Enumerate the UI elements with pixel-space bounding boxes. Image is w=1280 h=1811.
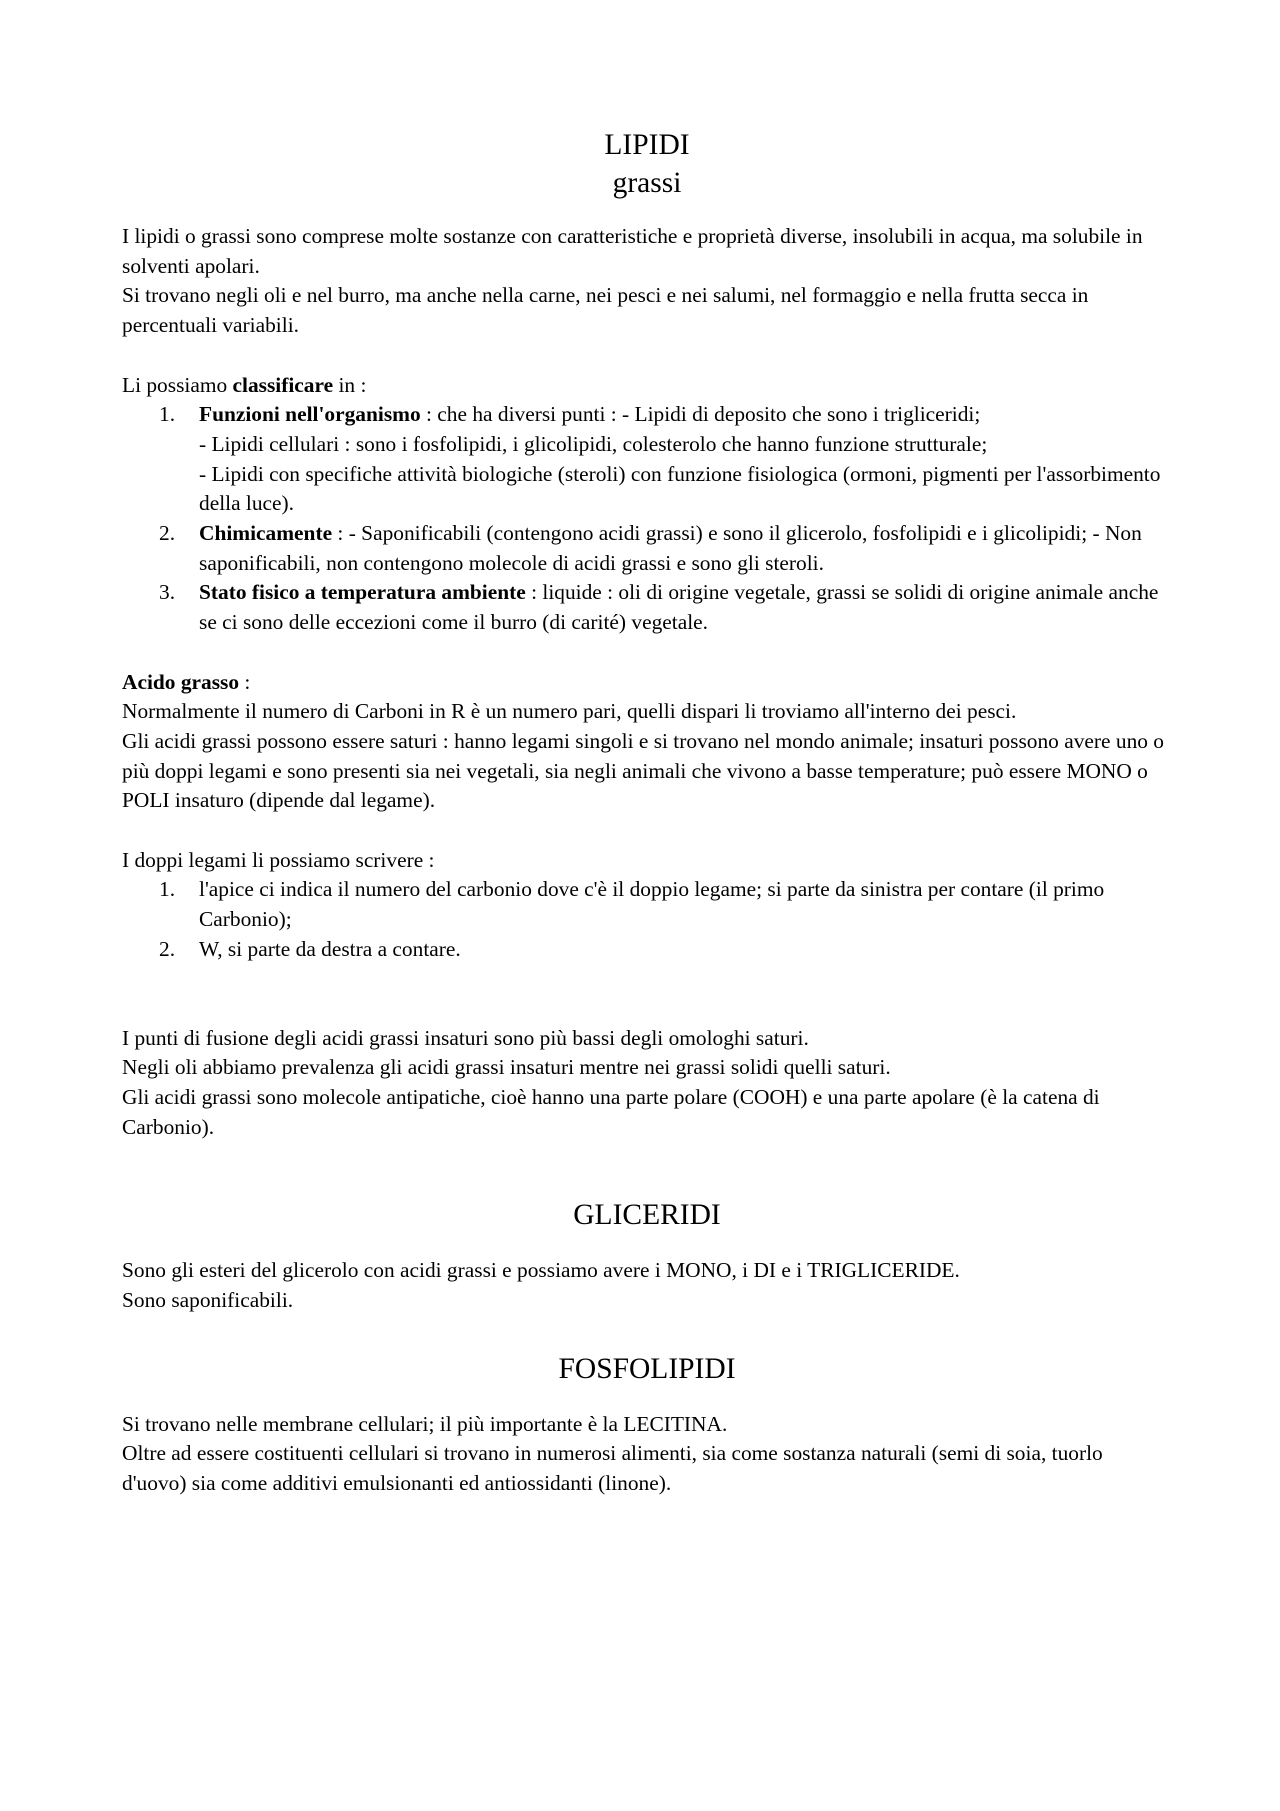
list-item-bold: Stato fisico a temperatura ambiente xyxy=(199,580,526,605)
list-item xyxy=(159,935,1172,965)
list-item xyxy=(159,519,1172,578)
list-item-text: W, si parte da destra a contare. xyxy=(199,936,461,961)
intro-paragraph-1: I lipidi o grassi sono comprese molte sostanze con caratteristiche e proprietà diverse, insolubili in acqua, ma solubile in solventi apolari. xyxy=(122,224,1143,278)
acido-paragraph-1: Normalmente il numero di Carboni in R è un numero pari, quelli dispari li troviamo all'interno dei pesci. xyxy=(122,699,1017,724)
list-item-text: : che ha diversi punti : - Lipidi di deposito che sono i trigliceridi; xyxy=(420,402,981,427)
gliceridi-paragraph-1: Sono gli esteri del glicerolo con acidi grassi e possiamo avere i MONO, i DI e i TRIGLICERIDE. xyxy=(122,1258,960,1283)
list-item-subline: - Lipidi cellulari : sono i fosfolipidi, i glicolipidi, colesterolo che hanno funzione strutturale; xyxy=(199,431,988,456)
fusione-paragraph-2: Negli oli abbiamo prevalenza gli acidi grassi insaturi mentre nei grassi solidi quelli saturi. xyxy=(122,1055,891,1080)
list-item-number: 1. xyxy=(159,402,176,427)
list-item-text: l'apice ci indica il numero del carbonio dove c'è il doppio legame; si parte da sinistra per contare (il primo Carbonio); xyxy=(199,877,1105,932)
list-item-number: 2. xyxy=(159,521,176,546)
classify-lead-bold: classificare xyxy=(232,372,334,397)
page-subtitle: grassi xyxy=(612,167,682,199)
section-title-fosfolipidi: FOSFOLIPIDI xyxy=(558,1352,736,1385)
fosfolipidi-paragraph-1: Si trovano nelle membrane cellulari; il più importante è la LECITINA. xyxy=(122,1411,728,1436)
list-item-bold: Funzioni nell'organismo xyxy=(199,402,421,427)
list-item xyxy=(159,875,1172,934)
list-item-number: 2. xyxy=(159,936,176,961)
document-body xyxy=(122,126,1172,1499)
list-item-subline: - Lipidi con specifiche attività biologiche (steroli) con funzione fisiologica (ormoni, pigmenti per l'assorbimento della luce). xyxy=(199,461,1161,516)
list-item-number: 3. xyxy=(159,580,176,605)
list-item-number: 1. xyxy=(159,877,176,902)
fusione-paragraph-3: Gli acidi grassi sono molecole antipatiche, cioè hanno una parte polare (COOH) e una parte apolare (è la catena di Carbonio). xyxy=(122,1084,1100,1139)
page-title: LIPIDI xyxy=(604,129,690,161)
acido-paragraph-2: Gli acidi grassi possono essere saturi : hanno legami singoli e si trovano nel mondo animale; insaturi possono avere uno o più doppi legami e sono presenti sia nei vegetali, sia negli animali che vivono a basse temperature; può essere MONO o POLI insaturo (dipende dal legame). xyxy=(122,728,1164,813)
doppi-list xyxy=(122,875,1172,964)
list-item xyxy=(159,578,1172,637)
section-title-gliceridi: GLICERIDI xyxy=(573,1199,721,1232)
doppi-lead: I doppi legami li possiamo scrivere : xyxy=(122,847,435,872)
acido-heading-bold: Acido grasso xyxy=(122,669,240,694)
intro-paragraph-2: Si trovano negli oli e nel burro, ma anche nella carne, nei pesci e nei salumi, nel formaggio e nella frutta secca in percentuali variabili. xyxy=(122,283,1089,338)
classify-list xyxy=(122,400,1172,638)
gliceridi-paragraph-2: Sono saponificabili. xyxy=(122,1288,294,1313)
list-item xyxy=(159,400,1172,519)
fusione-paragraph-1: I punti di fusione degli acidi grassi insaturi sono più bassi degli omologhi saturi. xyxy=(122,1025,809,1050)
list-item-bold: Chimicamente xyxy=(199,521,333,546)
acido-heading-suffix: : xyxy=(239,669,251,694)
list-item-text: : liquide : oli di origine vegetale, grassi se solidi di origine animale anche se ci sono delle eccezioni come il burro (di carité) vegetale. xyxy=(199,580,1159,635)
classify-lead-suffix: in : xyxy=(333,372,367,397)
fosfolipidi-paragraph-2: Oltre ad essere costituenti cellulari si trovano in numerosi alimenti, sia come sostanza naturali (semi di soia, tuorlo d'uovo) sia come additivi emulsionanti ed antiossidanti (linone). xyxy=(122,1441,1103,1496)
classify-lead-prefix: Li possiamo xyxy=(122,372,233,397)
classify-lead xyxy=(122,371,1172,401)
list-item-text: : - Saponificabili (contengono acidi grassi) e sono il glicerolo, fosfolipidi e i glicolipidi; - Non saponificabili, non contengono molecole di acidi grassi e sono gli steroli. xyxy=(199,521,1142,575)
acido-heading xyxy=(122,668,1172,698)
